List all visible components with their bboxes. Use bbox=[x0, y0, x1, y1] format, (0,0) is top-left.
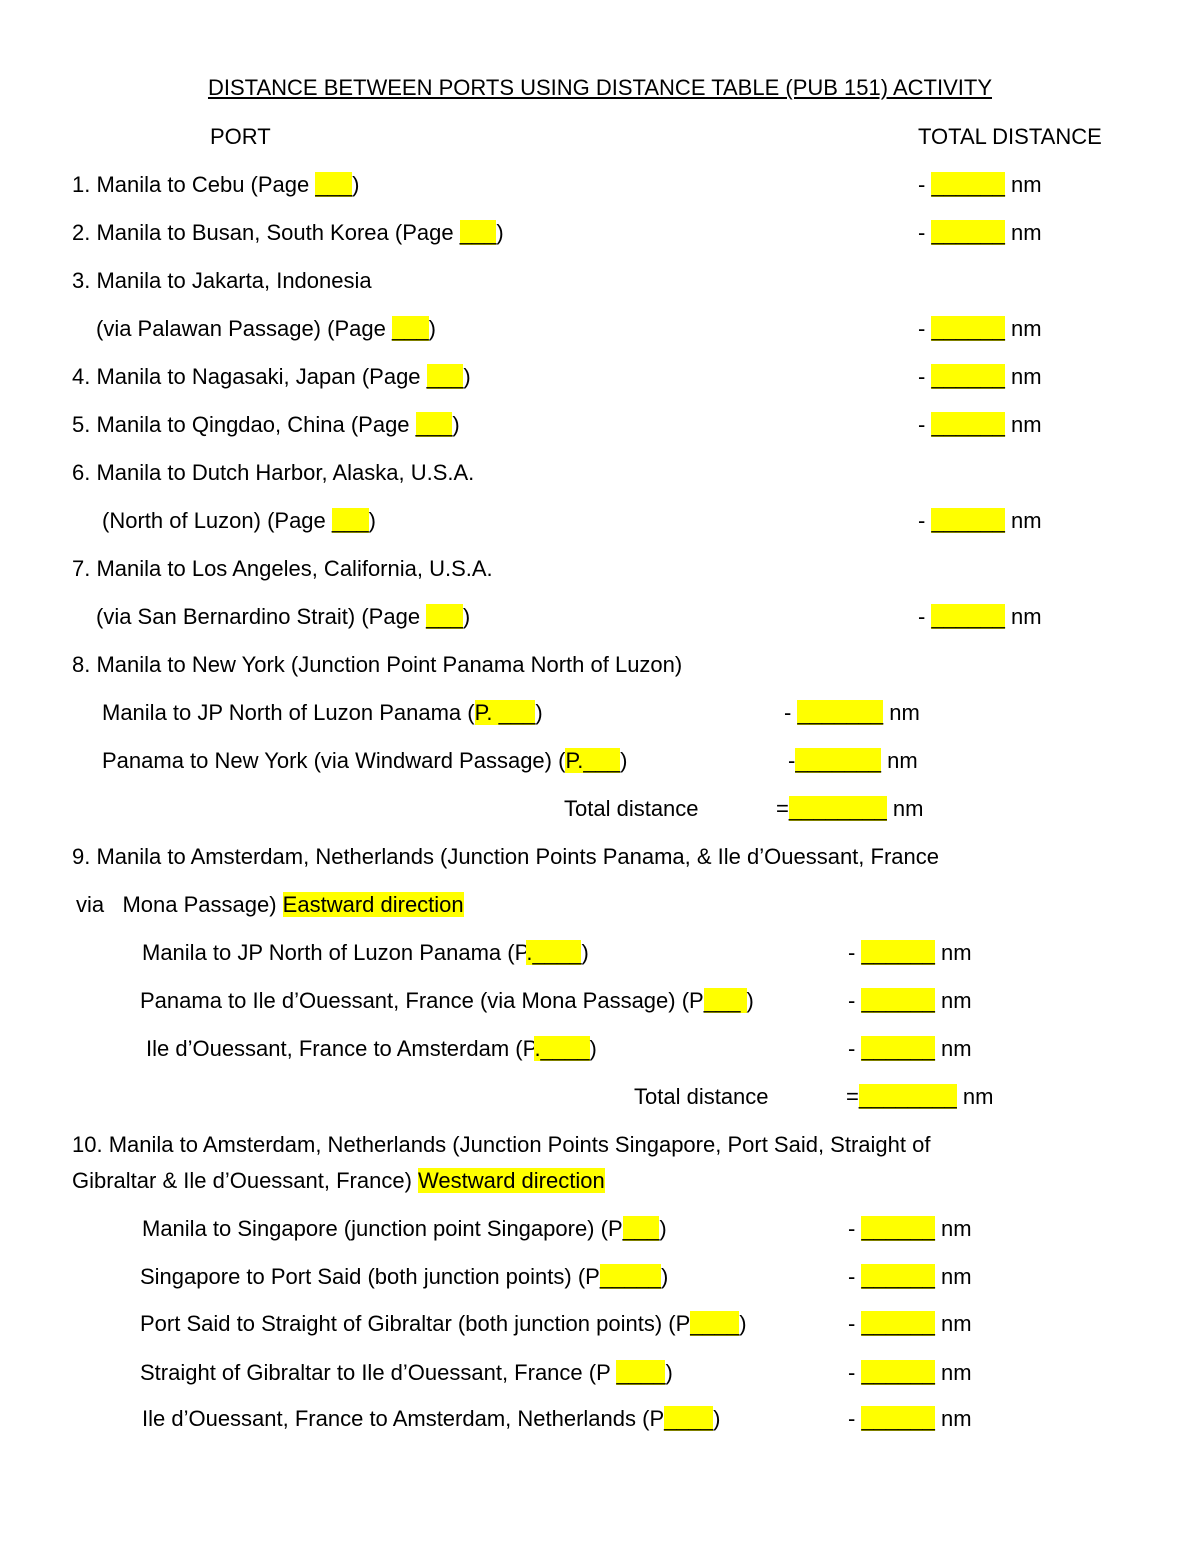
distance-blank[interactable]: ______ bbox=[931, 316, 1005, 341]
distance-blank[interactable]: ______ bbox=[931, 412, 1005, 437]
question-8: 8. Manila to New York (Junction Point Panama North of Luzon) bbox=[72, 652, 683, 677]
page-blank[interactable]: ___ bbox=[622, 1216, 660, 1241]
page-blank[interactable]: ___ bbox=[459, 220, 497, 245]
distance-answer: - ______ nm bbox=[918, 316, 1042, 341]
question-5: 5. Manila to Qingdao, China (Page ___) bbox=[72, 412, 460, 437]
question-9-leg-a: Manila to JP North of Luzon Panama (P.____) bbox=[142, 940, 589, 965]
distance-answer: - ______ nm bbox=[848, 940, 972, 965]
distance-answer: - ______ nm bbox=[848, 1216, 972, 1241]
page-blank[interactable]: ___ bbox=[703, 988, 747, 1013]
distance-answer: - ______ nm bbox=[918, 412, 1042, 437]
question-2: 2. Manila to Busan, South Korea (Page ___) bbox=[72, 220, 504, 245]
distance-answer: - ______ nm bbox=[848, 988, 972, 1013]
question-9-leg-b: Panama to Ile d’Ouessant, France (via Mona Passage) (P___ ) bbox=[140, 988, 754, 1013]
page-title: DISTANCE BETWEEN PORTS USING DISTANCE TABLE (PUB 151) ACTIVITY bbox=[207, 75, 992, 100]
distance-blank[interactable]: ______ bbox=[861, 1216, 935, 1241]
page-blank[interactable]: P.___ bbox=[565, 748, 621, 773]
total-distance-answer: =________ nm bbox=[776, 796, 924, 821]
distance-blank[interactable]: ________ bbox=[788, 796, 887, 821]
distance-blank[interactable]: ______ bbox=[861, 940, 935, 965]
page-blank[interactable]: ____ bbox=[690, 1311, 740, 1336]
page-blank[interactable]: ___ bbox=[331, 508, 369, 533]
question-6-route: (North of Luzon) (Page ___) bbox=[102, 508, 376, 533]
distance-blank[interactable]: ______ bbox=[861, 1406, 935, 1431]
question-4: 4. Manila to Nagasaki, Japan (Page ___) bbox=[72, 364, 471, 389]
distance-blank[interactable]: _______ bbox=[795, 748, 881, 773]
question-3-route: (via Palawan Passage) (Page ___) bbox=[96, 316, 436, 341]
distance-answer: - ______ nm bbox=[848, 1406, 972, 1431]
distance-blank[interactable]: _______ bbox=[797, 700, 884, 725]
distance-blank[interactable]: ________ bbox=[858, 1084, 957, 1109]
page-blank[interactable]: ___ bbox=[415, 412, 453, 437]
question-10-leg-c: Port Said to Straight of Gibraltar (both junction points) (P____) bbox=[140, 1311, 747, 1336]
page-blank[interactable]: ___ bbox=[315, 172, 353, 197]
distance-answer: - ______ nm bbox=[918, 172, 1042, 197]
page-blank[interactable]: _____ bbox=[599, 1264, 662, 1289]
question-10: 10. Manila to Amsterdam, Netherlands (Junction Points Singapore, Port Said, Straight of bbox=[72, 1132, 931, 1157]
page-blank[interactable]: ___ bbox=[426, 364, 464, 389]
total-distance-label: Total distance bbox=[564, 796, 699, 821]
question-7-route: (via San Bernardino Strait) (Page ___) bbox=[96, 604, 471, 629]
total-distance-answer: =________ nm bbox=[846, 1084, 994, 1109]
distance-blank[interactable]: ______ bbox=[931, 604, 1005, 629]
distance-blank[interactable]: ______ bbox=[931, 172, 1005, 197]
question-1: 1. Manila to Cebu (Page ___) bbox=[72, 172, 360, 197]
distance-blank[interactable]: ______ bbox=[861, 988, 935, 1013]
total-distance-column-header: TOTAL DISTANCE bbox=[918, 124, 1102, 149]
page-blank[interactable]: .____ bbox=[534, 1036, 590, 1061]
question-9: 9. Manila to Amsterdam, Netherlands (Junction Points Panama, & Ile d’Ouessant, France bbox=[72, 844, 939, 869]
question-3: 3. Manila to Jakarta, Indonesia bbox=[72, 268, 372, 293]
question-10-leg-b: Singapore to Port Said (both junction points) (P_____) bbox=[140, 1264, 669, 1289]
distance-blank[interactable]: ______ bbox=[931, 364, 1005, 389]
distance-blank[interactable]: ______ bbox=[861, 1036, 935, 1061]
distance-blank[interactable]: ______ bbox=[861, 1311, 935, 1336]
page-blank[interactable]: ____ bbox=[616, 1360, 666, 1385]
page-blank[interactable]: ____ bbox=[664, 1406, 714, 1431]
distance-blank[interactable]: ______ bbox=[931, 508, 1005, 533]
question-6: 6. Manila to Dutch Harbor, Alaska, U.S.A. bbox=[72, 460, 475, 485]
question-8-leg-b: Panama to New York (via Windward Passage) (P.___) bbox=[102, 748, 628, 773]
distance-answer: - ______ nm bbox=[918, 364, 1042, 389]
page-blank[interactable]: ___ bbox=[391, 316, 429, 341]
question-10-leg-e: Ile d’Ouessant, France to Amsterdam, Netherlands (P____) bbox=[142, 1406, 721, 1431]
direction-label: Eastward direction bbox=[282, 892, 464, 917]
distance-answer: - ______ nm bbox=[918, 508, 1042, 533]
distance-answer: - ______ nm bbox=[918, 220, 1042, 245]
page-blank[interactable]: P. ___ bbox=[474, 700, 536, 725]
distance-answer: - ______ nm bbox=[848, 1360, 972, 1385]
total-distance-label: Total distance bbox=[634, 1084, 769, 1109]
distance-answer: - ______ nm bbox=[848, 1264, 972, 1289]
distance-blank[interactable]: ______ bbox=[861, 1360, 935, 1385]
distance-answer: - ______ nm bbox=[848, 1311, 972, 1336]
question-9-line-2: via Mona Passage) Eastward direction bbox=[76, 892, 464, 917]
port-column-header: PORT bbox=[210, 124, 271, 149]
question-9-leg-c: Ile d’Ouessant, France to Amsterdam (P.____) bbox=[146, 1036, 597, 1061]
question-10-leg-d: Straight of Gibraltar to Ile d’Ouessant, France (P ____) bbox=[140, 1360, 673, 1385]
distance-answer: - _______ nm bbox=[784, 700, 920, 725]
distance-answer: - ______ nm bbox=[848, 1036, 972, 1061]
distance-answer: - ______ nm bbox=[918, 604, 1042, 629]
distance-blank[interactable]: ______ bbox=[931, 220, 1005, 245]
distance-blank[interactable]: ______ bbox=[861, 1264, 935, 1289]
direction-label: Westward direction bbox=[418, 1168, 605, 1193]
page-blank[interactable]: .____ bbox=[526, 940, 582, 965]
question-10-leg-a: Manila to Singapore (junction point Singapore) (P___) bbox=[142, 1216, 667, 1241]
distance-answer: -_______ nm bbox=[788, 748, 918, 773]
page-blank[interactable]: ___ bbox=[426, 604, 463, 629]
question-7: 7. Manila to Los Angeles, California, U.S.A. bbox=[72, 556, 493, 581]
question-10-line-2: Gibraltar & Ile d’Ouessant, France) Westward direction bbox=[72, 1168, 605, 1193]
question-8-leg-a: Manila to JP North of Luzon Panama (P. ___) bbox=[102, 700, 543, 725]
